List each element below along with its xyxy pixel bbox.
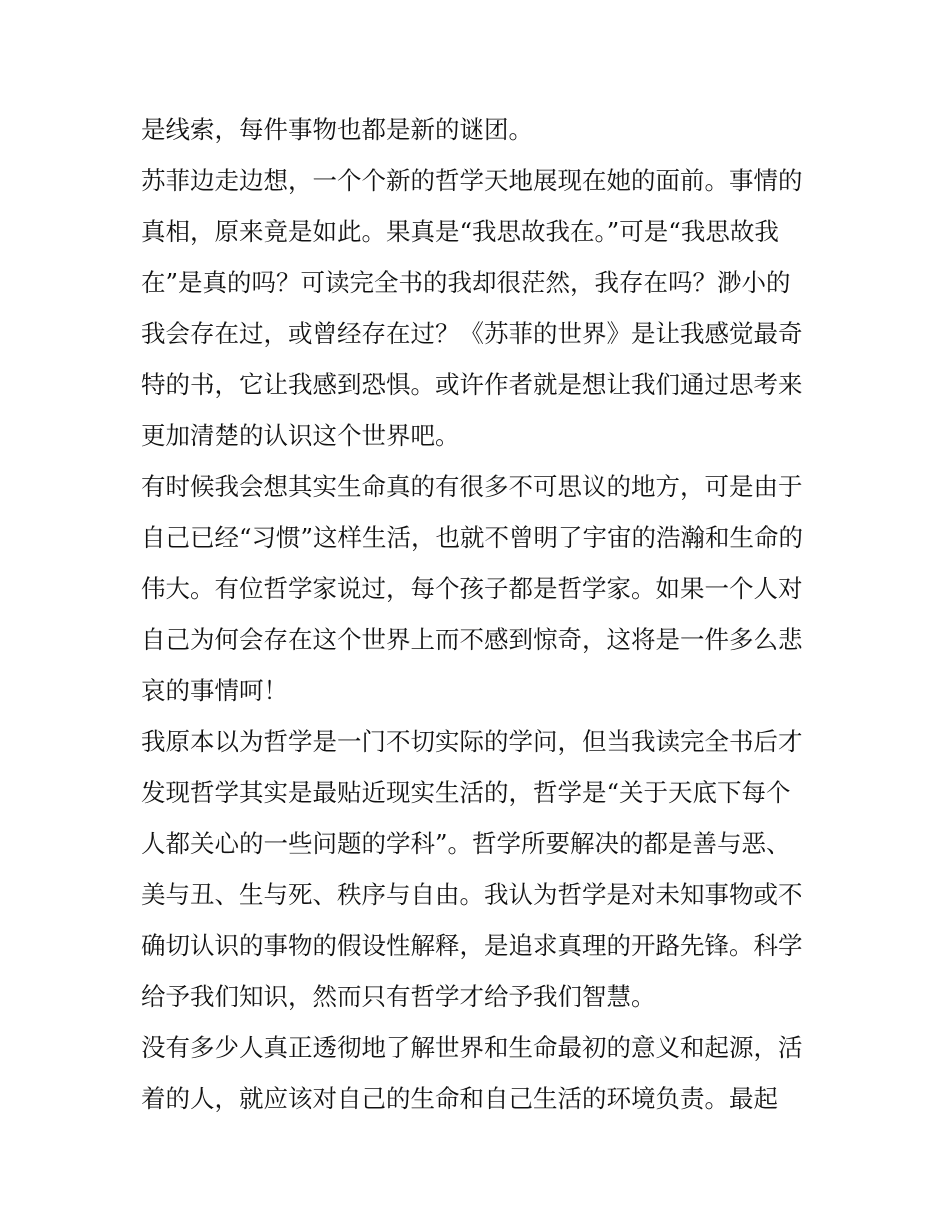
text-line: 是线索，每件事物也都是新的谜团。 <box>141 115 533 144</box>
text-line: 着的人，就应该对自己的生命和自己生活的环境负责。最起 <box>141 1084 778 1113</box>
text-line: 有时候我会想其实生命真的有很多不可思议的地方，可是由于 <box>141 472 803 501</box>
text-line: 伟大。有位哲学家说过，每个孩子都是哲学家。如果一个人对 <box>141 574 803 603</box>
text-line: 确切认识的事物的假设性解释，是追求真理的开路先锋。科学 <box>141 931 803 960</box>
text-line: 给予我们知识，然而只有哲学才给予我们智慧。 <box>141 982 656 1011</box>
text-line: 特的书，它让我感到恐惧。或许作者就是想让我们通过思考来 <box>141 370 803 399</box>
text-line: 自己已经“习惯”这样生活，也就不曾明了宇宙的浩瀚和生命的 <box>141 523 804 552</box>
text-line: 苏菲边走边想，一个个新的哲学天地展现在她的面前。事情的 <box>141 166 803 195</box>
text-line: 在”是真的吗？可读完全书的我却很茫然，我存在吗？渺小的 <box>141 268 791 297</box>
text-line: 美与丑、生与死、秩序与自由。我认为哲学是对未知事物或不 <box>141 880 803 909</box>
text-line: 没有多少人真正透彻地了解世界和生命最初的意义和起源，活 <box>141 1033 803 1062</box>
text-line: 我会存在过，或曾经存在过？《苏菲的世界》是让我感觉最奇 <box>141 319 803 348</box>
text-line: 发现哲学其实是最贴近现实生活的，哲学是“关于天底下每个 <box>141 778 791 807</box>
text-line: 人都关心的一些问题的学科”。哲学所要解决的都是善与恶、 <box>141 829 791 858</box>
text-line: 更加清楚的认识这个世界吧。 <box>141 421 460 450</box>
text-line: 哀的事情呵！ <box>141 676 288 705</box>
text-line: 我原本以为哲学是一门不切实际的学问，但当我读完全书后才 <box>141 727 803 756</box>
text-line: 真相，原来竟是如此。果真是“我思故我在。”可是“我思故我 <box>141 217 779 246</box>
text-line: 自己为何会存在这个世界上而不感到惊奇，这将是一件多么悲 <box>141 625 803 654</box>
